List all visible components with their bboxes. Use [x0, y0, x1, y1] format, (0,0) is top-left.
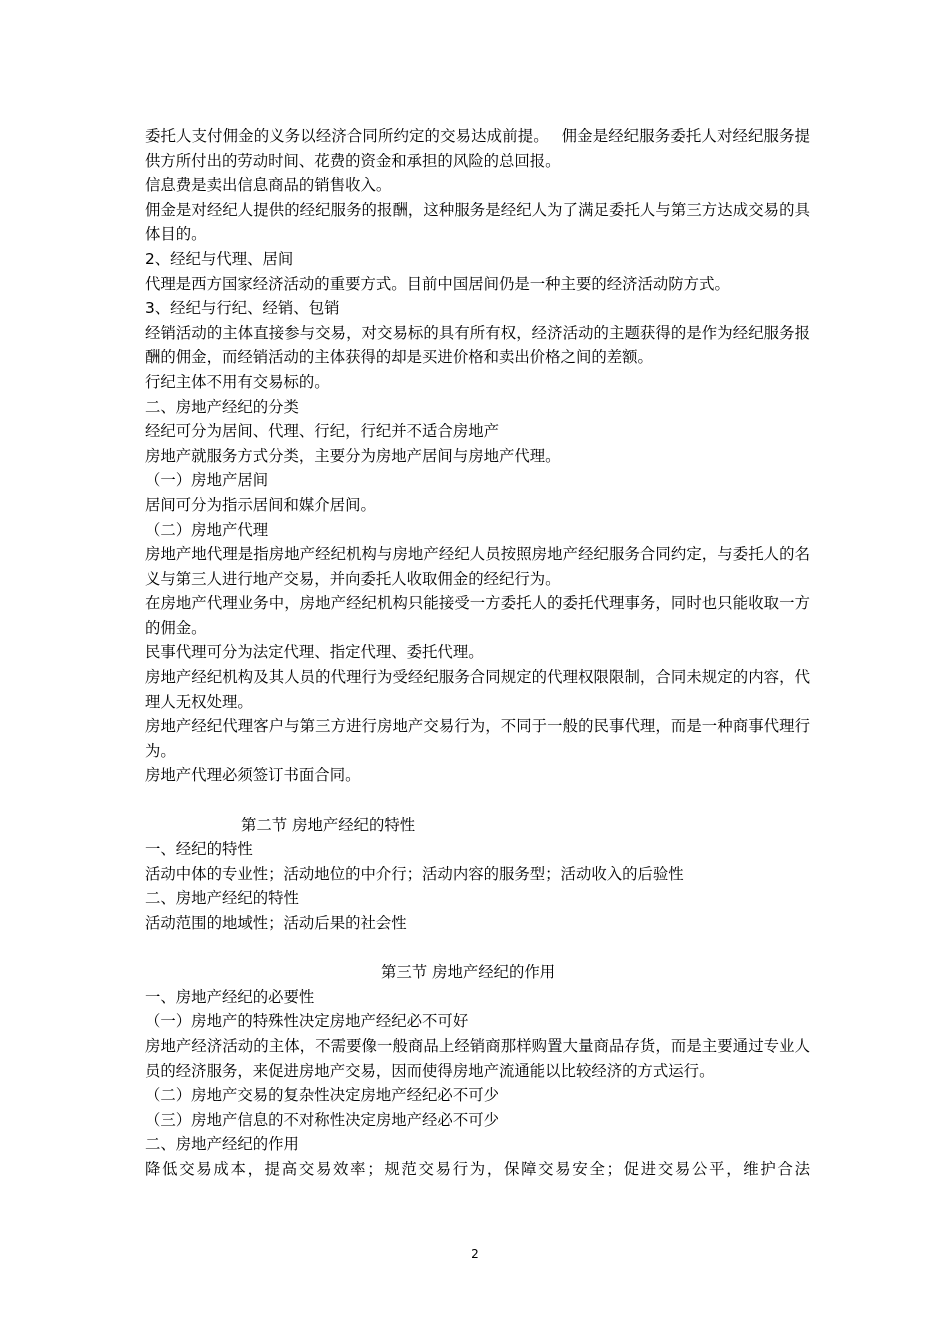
- paragraph: 房地产经纪机构及其人员的代理行为受经纪服务合同规定的代理权限限制，合同未规定的内容，代理人无权处理。: [145, 668, 810, 711]
- page-number: 2: [471, 1247, 479, 1261]
- paragraph: 房地产经纪代理客户与第三方进行房地产交易行为，不同于一般的民事代理，而是一种商事代理行为。: [145, 717, 810, 760]
- paragraph: 二、房地产经纪的特性: [145, 889, 299, 908]
- paragraph: 居间可分为指示居间和媒介居间。: [145, 495, 376, 514]
- paragraph: 房地产就服务方式分类，主要分为房地产居间与房地产代理。: [145, 446, 561, 465]
- paragraph: 佣金是对经纪人提供的经纪服务的报酬，这种服务是经纪人为了满足委托人与第三方达成交易的具体目的。: [145, 200, 810, 244]
- paragraph: 在房地产代理业务中，房地产经纪机构只能接受一方委托人的委托代理事务，同时也只能收取一方的佣金。: [145, 594, 810, 637]
- blank-line: [145, 788, 810, 813]
- section-heading: 第二节 房地产经纪的特性: [241, 815, 416, 834]
- paragraph: 房地产代理必须签订书面合同。: [145, 766, 361, 785]
- document-body: [145, 124, 810, 1182]
- blank-line: [145, 936, 810, 961]
- paragraph: 民事代理可分为法定代理、指定代理、委托代理。: [145, 643, 484, 662]
- paragraph: （一）房地产居间: [145, 471, 269, 490]
- paragraph: 房地产地代理是指房地产经纪机构与房地产经纪人员按照房地产经纪服务合同约定，与委托人的名义与第三人进行地产交易，并向委托人收取佣金的经纪行为。: [145, 545, 810, 588]
- paragraph: 活动范围的地域性；活动后果的社会性: [145, 914, 407, 932]
- paragraph: （二）房地产代理: [145, 520, 269, 539]
- paragraph: 经销活动的主体直接参与交易，对交易标的具有所有权，经济活动的主题获得的是作为经纪服务报酬的佣金，而经销活动的主体获得的却是买进价格和卖出价格之间的差额。: [145, 323, 810, 367]
- paragraph: 降低交易成本，提高交易效率；规范交易行为，保障交易安全；促进交易公平，维护合法: [145, 1159, 810, 1178]
- paragraph: 委托人支付佣金的义务以经济合同所约定的交易达成前提。 佣金是经纪服务委托人对经纪服务提供方所付出的劳动时间、花费的资金和承担的风险的总回报。: [145, 127, 810, 170]
- paragraph: 经纪可分为居间、代理、行纪，行纪并不适合房地产: [145, 422, 499, 441]
- paragraph: 代理是西方国家经济活动的重要方式。目前中国居间仍是一种主要的经济活动防方式。: [145, 274, 730, 293]
- paragraph: 一、房地产经纪的必要性: [145, 987, 315, 1006]
- paragraph: 二、房地产经纪的作用: [145, 1135, 299, 1154]
- paragraph: 房地产经济活动的主体，不需要像一般商品上经销商那样购置大量商品存货，而是主要通过专业人员的经济服务，来促进房地产交易，因而使得房地产流通能以比较经济的方式运行。: [145, 1036, 810, 1080]
- paragraph: （三）房地产信息的不对称性决定房地产经必不可少: [145, 1110, 499, 1129]
- paragraph: 二、房地产经纪的分类: [145, 397, 299, 416]
- paragraph: （二）房地产交易的复杂性决定房地产经纪必不可少: [145, 1086, 499, 1105]
- paragraph: 信息费是卖出信息商品的销售收入。: [145, 176, 392, 195]
- paragraph: 活动中体的专业性；活动地位的中介行；活动内容的服务型；活动收入的后验性: [145, 864, 684, 883]
- section-heading: 第三节 房地产经纪的作用: [381, 963, 556, 982]
- paragraph: 3、经纪与行纪、经销、包销: [145, 299, 340, 318]
- paragraph: 一、经纪的特性: [145, 840, 253, 859]
- paragraph: 2、经纪与代理、居间: [145, 249, 294, 268]
- paragraph: （一）房地产的特殊性决定房地产经纪必不可好: [145, 1012, 469, 1031]
- paragraph: 行纪主体不用有交易标的。: [145, 372, 330, 391]
